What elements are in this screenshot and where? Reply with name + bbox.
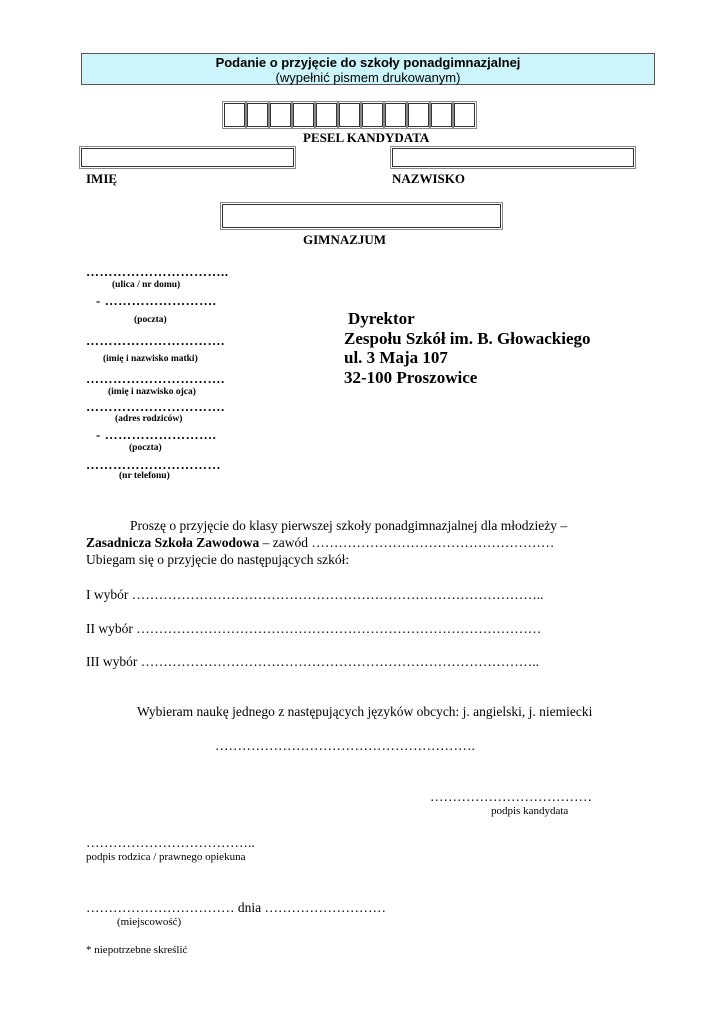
request-paragraph: Proszę o przyjęcie do klasy pierwszej szkoły ponadgimnazjalnej dla młodzieży – (130, 518, 568, 533)
place-date-line[interactable]: …………………………… dnia ……………………… (86, 900, 386, 915)
place-label: (miejscowość) (117, 916, 182, 928)
mother-name-caption: (imię i nazwisko matki) (103, 354, 198, 364)
last-name-label: NAZWISKO (392, 171, 465, 186)
parents-post-line[interactable]: - ……………………. (96, 427, 217, 442)
recipient-street: ul. 3 Maja 107 (344, 348, 448, 367)
post-caption: (poczta) (134, 315, 167, 325)
last-name-field[interactable] (392, 148, 634, 167)
recipient-school: Zespołu Szkół im. B. Głowackiego (344, 329, 591, 348)
first-name-label: IMIĘ (86, 171, 118, 186)
street-caption: (ulica / nr domu) (112, 280, 181, 290)
gimnazjum-label: GIMNAZJUM (303, 232, 387, 247)
first-name-field[interactable] (81, 148, 294, 167)
recipient-city: 32-100 Proszowice (344, 368, 478, 387)
pesel-digit-box[interactable] (408, 103, 429, 127)
pesel-digit-box[interactable] (431, 103, 452, 127)
parents-address-line[interactable]: …………………………. (86, 399, 225, 414)
mother-name-line[interactable]: …………………………. (86, 333, 225, 348)
pesel-digit-box[interactable] (247, 103, 268, 127)
form-subtitle: (wypełnić pismem drukowanym) (275, 70, 461, 85)
pesel-digit-box[interactable] (224, 103, 245, 127)
pesel-digit-box[interactable] (293, 103, 314, 127)
school-type: Zasadnicza Szkoła Zawodowa (86, 535, 260, 550)
pesel-digit-box[interactable] (362, 103, 383, 127)
schools-intro: Ubiegam się o przyjęcie do następujących szkół: (86, 552, 350, 567)
pesel-digit-box[interactable] (270, 103, 291, 127)
street-line[interactable]: ………………………….. (86, 264, 229, 279)
pesel-digit-box[interactable] (385, 103, 406, 127)
parent-signature-line[interactable]: ……………………………….. (86, 835, 255, 850)
phone-line[interactable]: ………………………… (86, 457, 221, 472)
profession-line[interactable]: – zawód ……………………………………………… (262, 535, 555, 550)
pesel-input[interactable] (224, 103, 477, 127)
candidate-signature-line[interactable]: ……………………………… (430, 789, 592, 804)
gimnazjum-field[interactable] (222, 204, 501, 228)
pesel-digit-box[interactable] (316, 103, 337, 127)
post-line[interactable]: - ……………………. (96, 293, 217, 308)
recipient-title: Dyrektor (348, 309, 415, 328)
pesel-digit-box[interactable] (454, 103, 475, 127)
candidate-signature-label: podpis kandydata (491, 805, 569, 817)
parent-signature-label: podpis rodzica / prawnego opiekuna (86, 851, 246, 863)
father-name-line[interactable]: …………………………. (86, 371, 225, 386)
parents-address-caption: (adres rodziców) (115, 414, 183, 424)
first-choice-line[interactable]: I wybór ……………………………………………………………………………….. (86, 587, 544, 602)
second-choice-line[interactable]: II wybór ……………………………………………………………………………… (86, 621, 542, 636)
parents-post-caption: (poczta) (129, 443, 162, 453)
form-title: Podanie o przyjęcie do szkoły ponadgimnazjalnej (215, 55, 521, 70)
phone-caption: (nr telefonu) (119, 471, 170, 481)
pesel-digit-box[interactable] (339, 103, 360, 127)
third-choice-line[interactable]: III wybór …………………………………………………………………………….. (86, 654, 539, 669)
languages-text: Wybieram naukę jednego z następujących języków obcych: j. angielski, j. niemiecki (137, 704, 593, 719)
form-header (81, 53, 655, 85)
father-name-caption: (imię i nazwisko ojca) (108, 387, 196, 397)
footnote: * niepotrzebne skreślić (86, 944, 188, 956)
language-choice-line[interactable]: …………………………………………………. (215, 738, 475, 753)
pesel-label: PESEL KANDYDATA (303, 130, 430, 145)
